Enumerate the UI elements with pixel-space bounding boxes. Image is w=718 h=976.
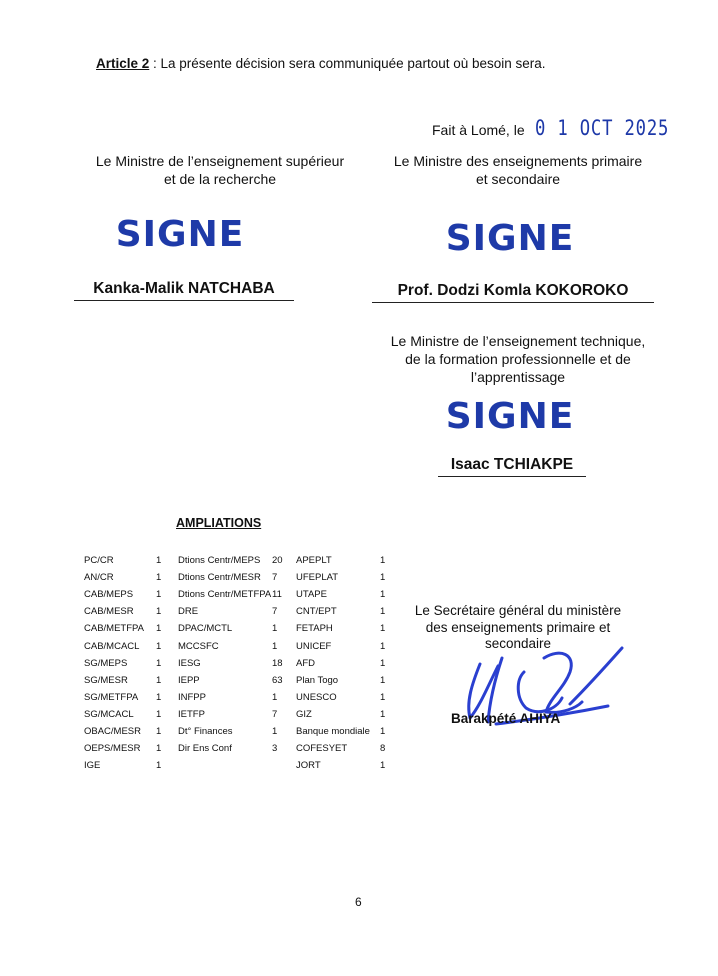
table-cell: 1: [156, 623, 162, 635]
table-cell: 1: [156, 640, 162, 652]
table-cell: Dtions Centr/METFPA: [178, 589, 272, 601]
table-cell: AN/CR: [84, 572, 114, 584]
table-cell: 1: [380, 606, 386, 618]
table-cell: 1: [156, 725, 162, 737]
table-cell: 1: [156, 657, 162, 669]
table-cell: APEPLT: [296, 555, 332, 567]
table-cell: 1: [156, 606, 162, 618]
table-cell: 7: [272, 708, 278, 720]
table-cell: UTAPE: [296, 589, 327, 601]
signe-stamp: SIGNE: [445, 218, 575, 259]
place-date: [432, 116, 698, 140]
table-cell: Dt° Finances: [178, 725, 233, 737]
signatory-title: Le Ministre de l’enseignement technique, de la formation professionnelle et de l’apprentissage: [390, 333, 646, 385]
table-cell: 1: [156, 572, 162, 584]
table-cell: MCCSFC: [178, 640, 219, 652]
table-cell: IETFP: [178, 708, 205, 720]
ampliations-table: [84, 552, 400, 774]
signatory-title: Le Ministre des enseignements primaire et secondaire: [393, 153, 643, 187]
table-cell: 1: [272, 725, 278, 737]
table-cell: JORT: [296, 760, 321, 772]
table-cell: DRE: [178, 606, 199, 618]
table-cell: 1: [380, 708, 386, 720]
table-cell: Dir Ens Conf: [178, 743, 232, 755]
table-cell: Plan Togo: [296, 674, 339, 686]
table-cell: INFPP: [178, 691, 206, 703]
table-cell: 1: [380, 674, 386, 686]
table-cell: CAB/MCACL: [84, 640, 140, 652]
table-cell: SG/MESR: [84, 674, 128, 686]
table-row: [84, 723, 400, 740]
table-cell: UNICEF: [296, 640, 332, 652]
table-cell: 1: [156, 708, 162, 720]
table-cell: Dtions Centr/MESR: [178, 572, 261, 584]
table-cell: [178, 757, 272, 774]
table-cell: FETAPH: [296, 623, 333, 635]
signatory-name: Isaac TCHIAKPE: [438, 456, 586, 477]
signatory-higher-education: [76, 152, 364, 188]
table-cell: CNT/EPT: [296, 606, 337, 618]
table-cell: 1: [380, 640, 386, 652]
article-2: [96, 56, 546, 71]
table-cell: PC/CR: [84, 555, 114, 567]
table-row: [84, 620, 400, 637]
table-cell: 1: [156, 743, 162, 755]
table-cell: 1: [156, 555, 162, 567]
table-row: [84, 569, 400, 586]
table-cell: 7: [272, 606, 278, 618]
table-cell: 7: [272, 572, 278, 584]
table-cell: COFESYET: [296, 743, 348, 755]
table-row: [84, 689, 400, 706]
table-cell: CAB/MESR: [84, 606, 134, 618]
article-text: : La présente décision sera communiquée partout où besoin sera.: [149, 56, 546, 71]
table-cell: 1: [380, 623, 386, 635]
table-cell: 11: [272, 589, 282, 601]
table-cell: 1: [156, 691, 162, 703]
table-cell: 1: [380, 725, 386, 737]
table-cell: IGE: [84, 760, 101, 772]
table-cell: UNESCO: [296, 691, 337, 703]
signatory-name: Prof. Dodzi Komla KOKOROKO: [372, 282, 654, 303]
table-cell: SG/MCACL: [84, 708, 134, 720]
table-cell: CAB/MEPS: [84, 589, 134, 601]
table-cell: SG/METFPA: [84, 691, 139, 703]
table-cell: Banque mondiale: [296, 725, 370, 737]
table-cell: GIZ: [296, 708, 312, 720]
signatory-technical-education: [374, 332, 662, 386]
table-cell: 1: [380, 572, 386, 584]
table-cell: 1: [156, 589, 162, 601]
table-cell: IESG: [178, 657, 201, 669]
table-cell: 1: [380, 657, 386, 669]
table-row: [84, 757, 400, 774]
table-cell: 18: [272, 657, 283, 669]
table-cell: 1: [156, 760, 162, 772]
table-cell: CAB/METFPA: [84, 623, 144, 635]
table-cell: 8: [380, 743, 386, 755]
table-cell: Dtions Centr/MEPS: [178, 555, 261, 567]
table-row: [84, 740, 400, 757]
table-cell: 3: [272, 743, 278, 755]
table-cell: UFEPLAT: [296, 572, 339, 584]
table-cell: [272, 757, 296, 774]
table-cell: 1: [380, 555, 386, 567]
signatory-title: Le Ministre de l’enseignement supérieur et de la recherche: [95, 153, 345, 187]
signe-stamp: SIGNE: [115, 214, 245, 255]
table-cell: 1: [380, 691, 386, 703]
table-row: [84, 637, 400, 654]
secretary-title: Le Secrétaire général du ministère des enseignements primaire et secondaire: [414, 603, 622, 651]
table-cell: IEPP: [178, 674, 200, 686]
table-cell: OEPS/MESR: [84, 743, 141, 755]
table-row: [84, 552, 400, 569]
table-cell: 63: [272, 674, 283, 686]
table-cell: 20: [272, 555, 283, 567]
table-cell: 1: [272, 691, 278, 703]
table-cell: DPAC/MCTL: [178, 623, 233, 635]
table-cell: 1: [380, 760, 386, 772]
date-stamp: 0 1 OCT 2025: [534, 116, 669, 140]
ampliations-title: AMPLIATIONS: [176, 516, 262, 530]
table-cell: 1: [156, 674, 162, 686]
table-row: [84, 586, 400, 603]
table-cell: 1: [272, 623, 278, 635]
table-cell: AFD: [296, 657, 315, 669]
article-label: Article 2: [96, 56, 150, 71]
table-cell: 1: [272, 640, 278, 652]
signatory-primary-secondary: [374, 152, 662, 188]
table-row: [84, 706, 400, 723]
place-prefix: Fait à Lomé, le: [432, 122, 525, 138]
table-row: [84, 655, 400, 672]
signe-stamp: SIGNE: [445, 396, 575, 437]
signatory-name: Kanka-Malik NATCHABA: [74, 280, 294, 301]
page-number: 6: [355, 895, 362, 909]
table-cell: SG/MEPS: [84, 657, 128, 669]
secretary-name: Barakpété AHIYA: [451, 711, 561, 726]
table-row: [84, 672, 400, 689]
table-cell: OBAC/MESR: [84, 725, 142, 737]
table-row: [84, 603, 400, 620]
table-cell: 1: [380, 589, 386, 601]
